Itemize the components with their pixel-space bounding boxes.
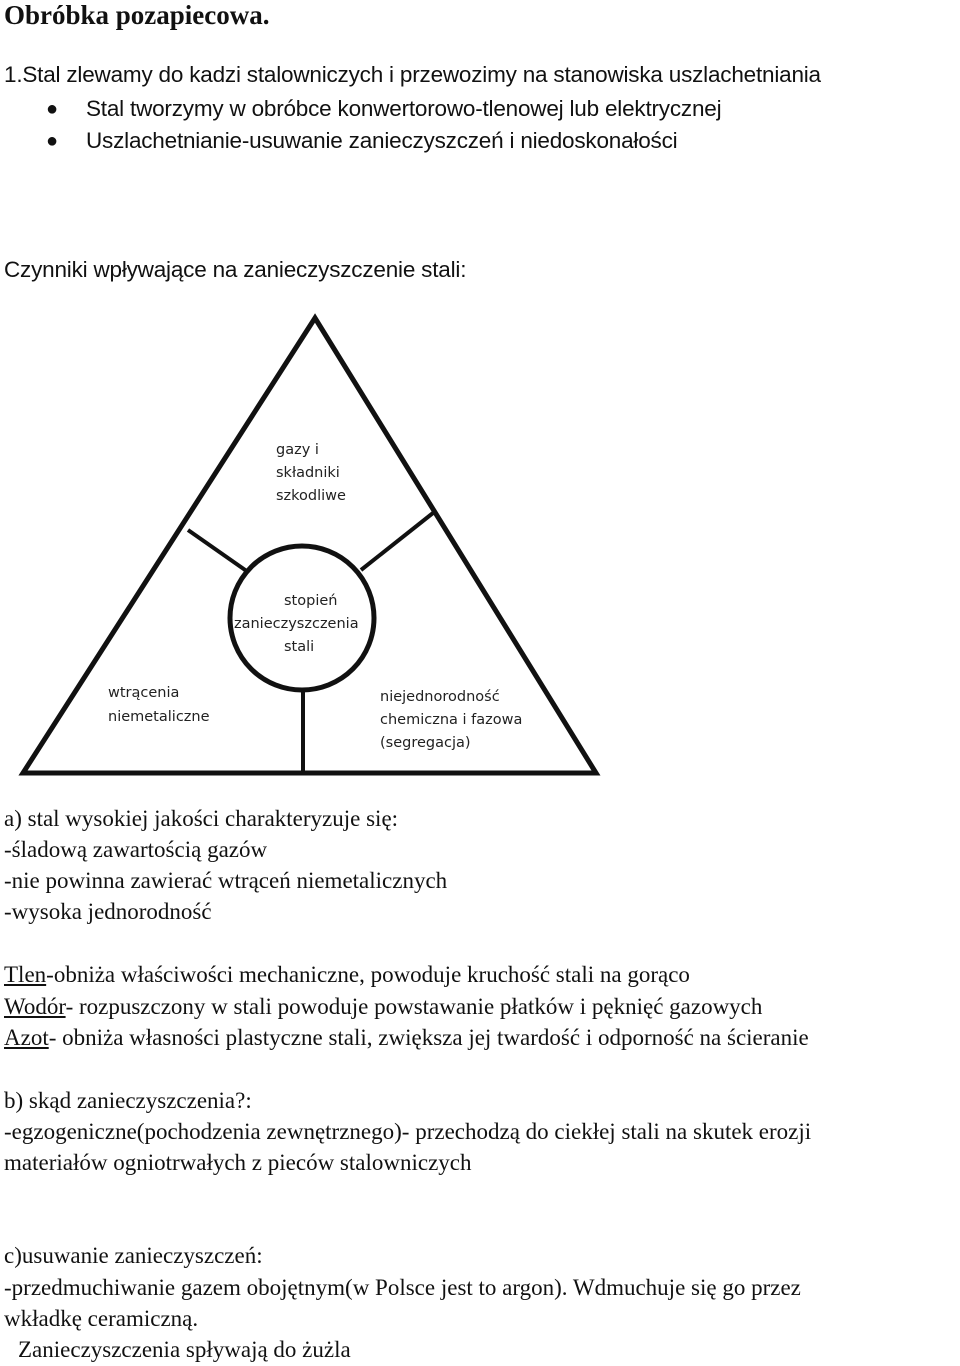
section-b-line: materiałów ogniotrwałych z pieców stalowniczych — [4, 1150, 472, 1175]
element-name: Wodór — [4, 994, 66, 1019]
element-name: Azot — [4, 1025, 49, 1050]
section-a-line: -nie powinna zawierać wtrąceń niemetalicznych — [4, 868, 448, 893]
center-label-line: stopień — [284, 593, 338, 609]
factors-heading: Czynniki wpływające na zanieczyszczenie stali: — [4, 257, 467, 282]
element-line-oxygen — [4, 962, 690, 988]
section-a-line: -śladową zawartością gazów — [4, 837, 268, 862]
right-label-line: niejednorodność — [380, 689, 500, 705]
right-label-line: chemiczna i fazowa — [380, 712, 523, 728]
section-c-heading: c)usuwanie zanieczyszczeń: — [4, 1243, 263, 1268]
section-c-line: -przedmuchiwanie gazem obojętnym(w Polsce jest to argon). Wdmuchuje się go przez — [4, 1275, 801, 1300]
left-label-line: wtrącenia — [108, 685, 180, 701]
element-text: - obniża własności plastyczne stali, zwiększa jej twardość i odporność na ścieranie — [48, 1025, 809, 1050]
right-label-line: (segregacja) — [380, 735, 471, 751]
contamination-factors-diagram — [0, 300, 620, 790]
bullet-text: Stal tworzymy w obróbce konwertorowo-tlenowej lub elektrycznej — [86, 96, 722, 121]
divider-left — [188, 530, 248, 572]
element-line-nitrogen — [4, 1025, 809, 1051]
left-label-line: niemetaliczne — [108, 709, 210, 725]
numbered-item: 1.Stal zlewamy do kadzi stalowniczych i przewozimy na stanowiska uszlachetniania — [4, 62, 821, 87]
section-a-heading: a) stal wysokiej jakości charakteryzuje się: — [4, 806, 399, 831]
section-c-line: Zanieczyszczenia spływają do żużla — [18, 1337, 351, 1362]
bullet-list-item — [46, 95, 58, 121]
divider-right — [361, 513, 433, 570]
top-label-line: szkodliwe — [276, 488, 346, 504]
element-text: -obniża właściwości mechaniczne, powoduje kruchość stali na gorąco — [46, 962, 690, 987]
bullet-text: Uszlachetnianie-usuwanie zanieczyszczeń i niedoskonałości — [86, 128, 678, 153]
top-label-line: gazy i — [276, 442, 319, 458]
element-name: Tlen — [4, 962, 47, 987]
element-text: - rozpuszczony w stali powoduje powstawanie płatków i pęknięć gazowych — [65, 994, 763, 1019]
page-title: Obróbka pozapiecowa. — [4, 0, 270, 30]
bullet-icon: ● — [46, 98, 58, 120]
section-b-heading: b) skąd zanieczyszczenia?: — [4, 1088, 252, 1113]
element-line-hydrogen — [4, 994, 762, 1020]
bullet-icon: ● — [46, 130, 58, 152]
section-a-line: -wysoka jednorodność — [4, 899, 212, 924]
top-label-line: składniki — [276, 465, 340, 481]
section-c-line: wkładkę ceramiczną. — [4, 1306, 199, 1331]
section-b-line: -egzogeniczne(pochodzenia zewnętrznego)- przechodzą do ciekłej stali na skutek erozji — [4, 1119, 812, 1144]
center-label-line: stali — [284, 639, 315, 655]
bullet-list-item — [46, 127, 58, 153]
center-label-line: zanieczyszczenia — [234, 616, 359, 632]
